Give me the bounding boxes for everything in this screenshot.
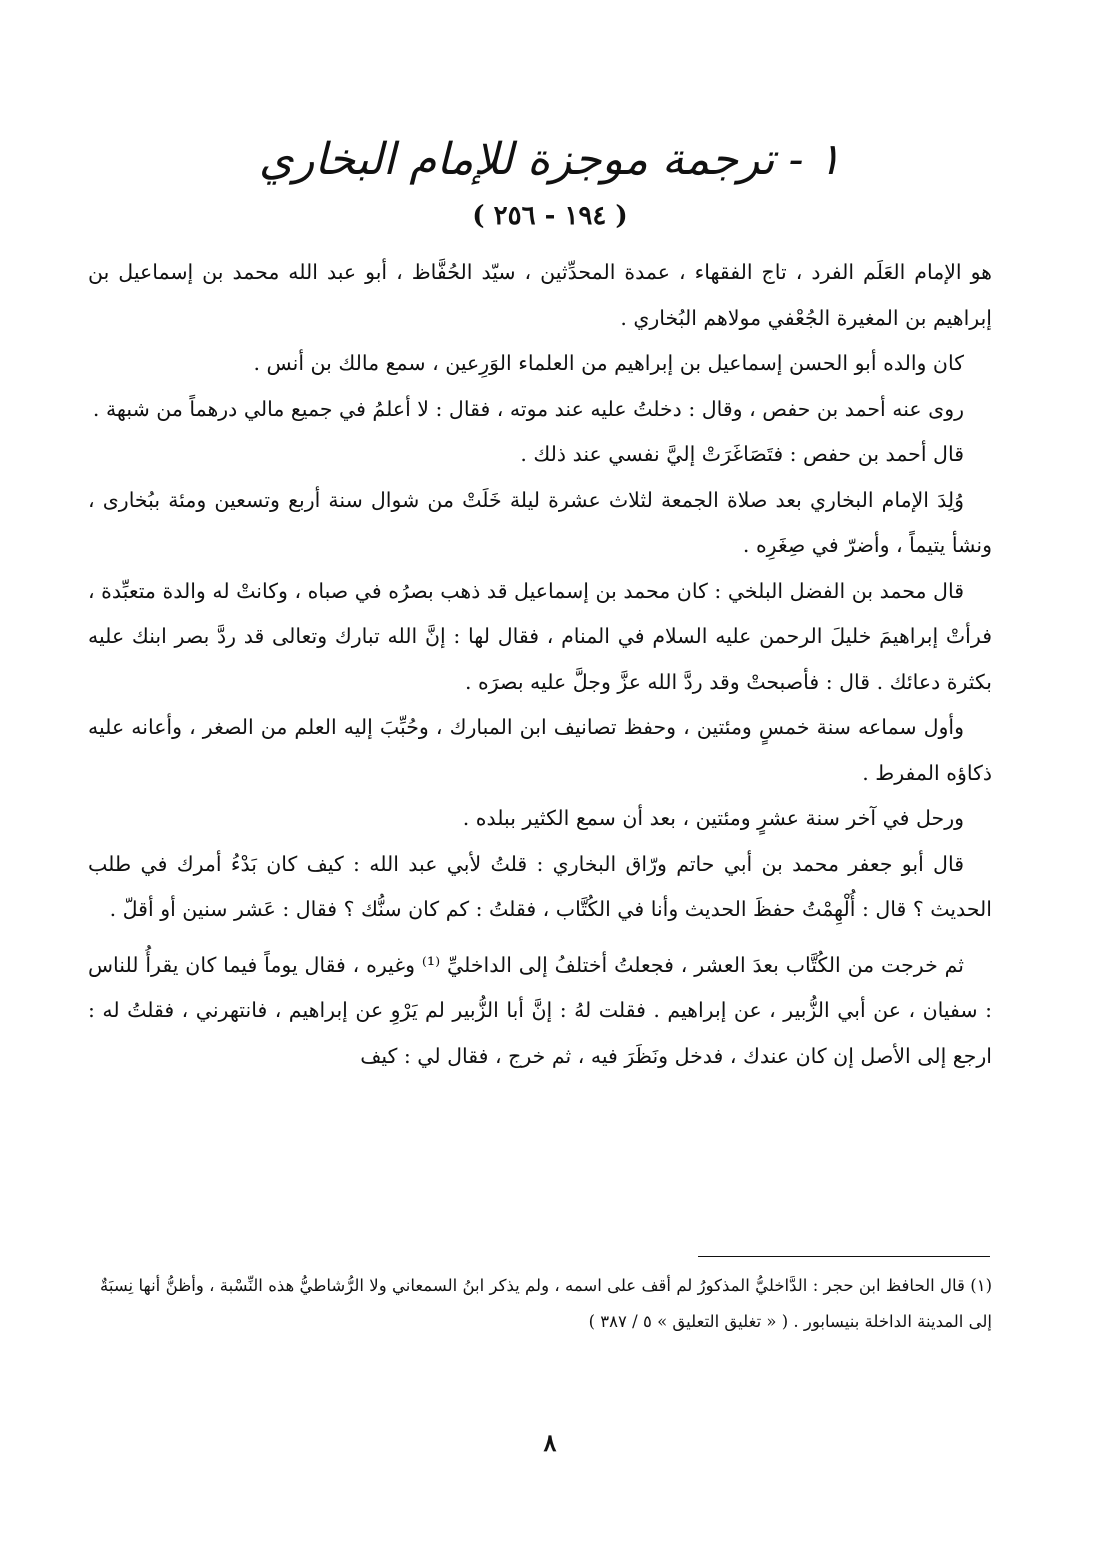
- paragraph: قال أحمد بن حفص : فتَصَاغَرَتْ إليَّ نفسي عند ذلك .: [520, 442, 964, 466]
- paragraph: ثم خرجت من الكُتَّاب بعدَ العشر ، فجعلتُ أختلفُ إلى الداخليِّ ⁽¹⁾ وغيره ، فقال يوماً فيما كان يقرأُ للناس : سفيان ، عن أبي الزُّبير ، عن إبراهيم . فقلت لهُ : إنَّ أبا الزُّبير لم يَرْوِ عن إبراهيم ، فانتهرني ، فقلتُ له : ارجع إلى الأصل إن كان عندك ، فدخل ونَظَرَ فيه ، ثم خرج ، فقال لي : كيف: [88, 952, 992, 1068]
- paragraph: روى عنه أحمد بن حفص ، وقال : دخلتُ عليه عند موته ، فقال : لا أعلمُ في جميع مالي درهماً من شبهة .: [92, 396, 964, 421]
- paragraph: هو الإمام العَلَم الفرد ، تاج الفقهاء ، عمدة المحدِّثين ، سيّد الحُفَّاظ ، أبو عبد الله محمد بن إسماعيل بن إبراهيم بن المغيرة الجُعْفي مولاهم البُخاري .: [88, 260, 992, 330]
- page-number: ٨: [543, 1428, 557, 1457]
- body-text: [88, 250, 992, 1079]
- footnote-divider: [698, 1256, 990, 1257]
- paragraph: وأول سماعه سنة خمسٍ ومئتين ، وحفظ تصانيف ابن المبارك ، وحُبِّبَ إليه العلم من الصغر ، وأعانه عليه ذكاؤه المفرط .: [88, 715, 992, 785]
- paragraph: قال محمد بن الفضل البلخي : كان محمد بن إسماعيل قد ذهب بصرُه في صباه ، وكانتْ له والدة متعبِّدة ، فرأتْ إبراهيمَ خليلَ الرحمن عليه السلام في المنام ، فقال لها : إنَّ الله تبارك وتعالى قد ردَّ بصر ابنك عليه بكثرة دعائك . قال : فأصبحتْ وقد ردَّ الله عزَّ وجلَّ عليه بصرَه .: [88, 578, 992, 694]
- paragraph: وُلِدَ الإمام البخاري بعد صلاة الجمعة لثلاث عشرة ليلة خَلَتْ من شوال سنة أربع وتسعين ومئة ببُخارى ، ونشأ يتيماً ، وأضرّ في صِغَرِه .: [88, 487, 992, 557]
- chapter-years: ( ١٩٤ - ٢٥٦ ): [472, 201, 628, 231]
- chapter-title: ١ - ترجمة موجزة للإمام البخاري: [258, 134, 842, 185]
- paragraph: قال أبو جعفر محمد بن أبي حاتم ورّاق البخاري : قلتُ لأبي عبد الله : كيف كان بَدْءُ أمرك في طلب الحديث ؟ قال : أُلْهِمْتُ حفظَ الحديث وأنا في الكُتَّاب ، فقلتُ : كم كان سنُّك ؟ فقال : عَشر سنين أو أقلّ .: [88, 851, 992, 921]
- footnote: (١) قال الحافظ ابن حجر : الدَّاخليُّ المذكورُ لم أقف على اسمه ، ولم يذكر ابنُ السمعاني ولا الرُّشاطيُّ هذه النِّسْبة ، وأظنُّ أنها نِسبَةٌ إلى المدينة الداخلة بنيسابور . ( « تغليق التعليق » ٥ / ٣٨٧ ): [100, 1276, 992, 1331]
- paragraph: ورحل في آخر سنة عشرٍ ومئتين ، بعد أن سمع الكثير ببلده .: [462, 806, 964, 830]
- paragraph: كان والده أبو الحسن إسماعيل بن إبراهيم من العلماء الوَرِعين ، سمع مالك بن أنس .: [253, 351, 964, 375]
